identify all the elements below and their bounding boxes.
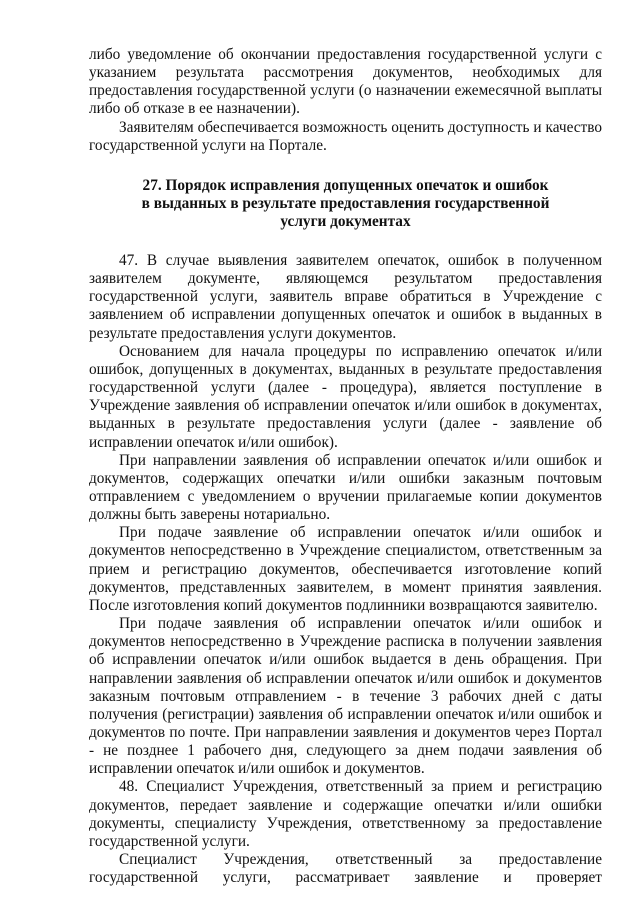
- section-heading-line-1: 27. Порядок исправления допущенных опечаток и ошибок: [142, 176, 549, 194]
- continued-paragraph: либо уведомление об окончании предоставления государственной услуги с указанием результата рассмотрения документов, необходимых для предоставления государственной услуги (о назначении ежемесячной выплаты либо об отказе в ее назначении).: [89, 46, 602, 118]
- paragraph-specialist-review: Специалист Учреждения, ответственный за предоставление государственной услуги, рассматривает заявление и проверяет: [89, 851, 602, 887]
- paragraph-47: 47. В случае выявления заявителем опечаток, ошибок в полученном заявителем документе, являющемся результатом предоставления государственной услуги, заявитель вправе обратиться в Учреждение с заявлением об исправлении допущенных опечаток и ошибок в выданных в результате предоставления услуги документов.: [89, 251, 602, 342]
- section-heading-line-2: в выданных в результате предоставления государственной: [141, 194, 550, 212]
- paragraph-mail-submission: При направлении заявления об исправлении опечаток и/или ошибок и документов, содержащих опечатки и/или ошибки заказным почтовым отправлением с уведомлением о вручении прилагаемые копии документов должны быть заверены нотариально.: [89, 451, 602, 524]
- text-column: [89, 46, 602, 887]
- portal-note-paragraph: Заявителям обеспечивается возможность оценить доступность и качество государственной услуги на Портале.: [89, 118, 602, 154]
- paragraph-receipt: При подаче заявления об исправлении опечаток и/или ошибок и документов непосредственно в Учреждение расписка в получении заявления об исправлении опечаток и/или ошибок выдается в день обращения. При направлении заявления об исправлении опечаток и/или ошибок и документов заказным почтовым отправлением - в течение 3 рабочих дней с даты получения (регистрации) заявления об исправлении опечаток и/или ошибок и документов по почте. При направлении заявления и документов через Портал - не позднее 1 рабочего дня, следующего за днем подачи заявления об исправлении опечаток и/или ошибок и документов.: [89, 615, 602, 778]
- section-heading-line-3: услуги документах: [280, 212, 411, 230]
- paragraph-48: 48. Специалист Учреждения, ответственный за прием и регистрацию документов, передает заявление и содержащие опечатки и/или ошибки документы, специалисту Учреждения, ответственному за предоставление государственной услуги.: [89, 778, 602, 850]
- section-heading: [89, 177, 602, 231]
- paragraph-direct-submission: При подаче заявление об исправлении опечаток и/или ошибок и документов непосредственно в Учреждение специалистом, ответственным за прием и регистрацию документов, обеспечивается изготовление копий документов, представленных заявителем, в момент принятия заявления. После изготовления копий документов подлинники возвращаются заявителю.: [89, 524, 602, 614]
- paragraph-procedure-basis: Основанием для начала процедуры по исправлению опечаток и/или ошибок, допущенных в документах, выданных в результате предоставления государственной услуги (далее - процедура), является поступление в Учреждение заявления об исправлении опечаток и/или ошибок в документах, выданных в результате предоставления услуги (далее - заявление об исправлении опечаток и/или ошибок).: [89, 342, 602, 451]
